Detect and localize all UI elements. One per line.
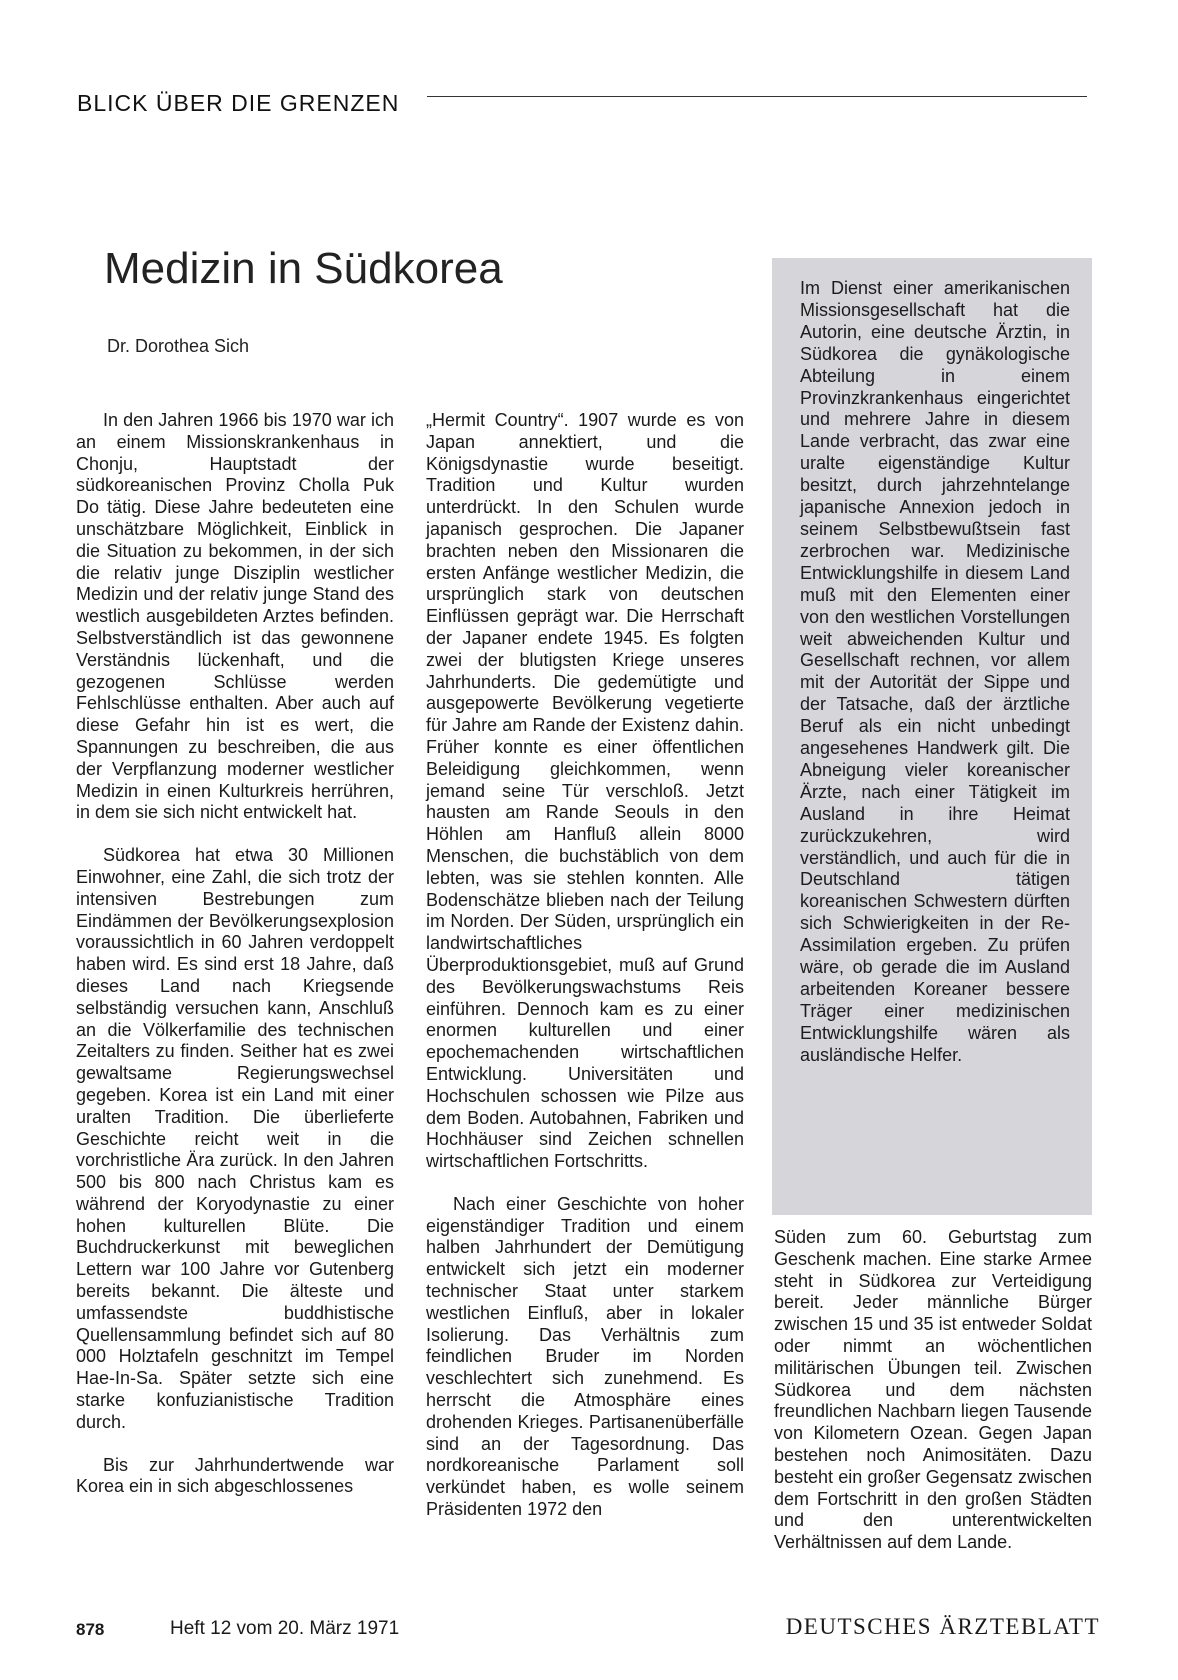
- paragraph: Nach einer Geschichte von hoher eigenständiger Tradition und einem halben Jahrhundert der Demütigung entwickelt sich jetzt ein moderner technischer Staat unter starkem westlichen Einfluß, aber in lokaler Isolierung. Das Verhältnis zum feindlichen Bruder im Norden veschlechtert sich zunehmend. Es herrscht die Atmosphäre eines drohenden Krieges. Partisanenüberfälle sind an der Tagesordnung. Das nordkoreanische Parlament soll verkündet haben, es wolle seinem Präsidenten 1972 den: [426, 1193, 744, 1520]
- paragraph: Bis zur Jahrhundertwende war Korea ein in sich abgeschlossenes: [76, 1454, 394, 1497]
- text-column-3: [774, 1227, 1092, 1575]
- sidebar-box: [772, 258, 1092, 1215]
- paragraph: Süden zum 60. Geburtstag zum Geschenk machen. Eine starke Armee steht in Südkorea zur Verteidigung bereit. Jeder männliche Bürger zwischen 15 und 35 ist entweder Soldat oder nimmt an wöchentlichen militärischen Übungen teil. Zwischen Südkorea und dem nächsten freundlichen Nachbarn liegen Tausende von Kilometern Ozean. Gegen Japan bestehen noch Animositäten. Dazu besteht ein großer Gegensatz zwischen dem Fortschritt in den großen Städten und den unterentwickelten Verhältnissen auf dem Lande.: [774, 1227, 1092, 1553]
- text-column-1: [76, 410, 394, 1519]
- section-header: BLICK ÜBER DIE GRENZEN: [77, 90, 400, 116]
- text-column-2: [426, 410, 744, 1542]
- paragraph: In den Jahren 1966 bis 1970 war ich an einem Missionskrankenhaus in Chonju, Hauptstadt der südkoreanischen Provinz Cholla Puk Do tätig. Diese Jahre bedeuteten eine unschätzbare Möglichkeit, Einblick in die Situation zu bekommen, in der sich die relativ junge Disziplin westlicher Medizin und der relativ junge Stand des westlich ausgebildeten Arztes befinden. Selbstverständlich ist das gewonnene Verständnis lückenhaft, und die gezogenen Schlüsse werden Fehlschlüsse enthalten. Aber auch auf diese Gefahr hin ist es wert, die Spannungen zu beschreiben, die aus der Verpflanzung moderner westlicher Medizin in einen Kulturkreis herrühren, in dem sie sich nicht entwickelt hat.: [76, 410, 394, 823]
- article-author: Dr. Dorothea Sich: [107, 336, 250, 356]
- paragraph: Südkorea hat etwa 30 Millionen Einwohner, eine Zahl, die sich trotz der intensiven Bestrebungen zum Eindämmen der Bevölkerungsexplosion voraussichtlich in 60 Jahren verdoppelt haben wird. Es sind erst 18 Jahre, daß dieses Land nach Kriegsende selbständig versuchen kann, Anschluß an die Völkerfamilie des technischen Zeitalters zu finden. Seither hat es zwei gewaltsame Regierungswechsel gegeben. Korea ist ein Land mit einer uralten Tradition. Die überlieferte Geschichte reicht weit in die vorchristliche Ära zurück. In den Jahren 500 bis 800 nach Christus kam es während der Koryodynastie zu einer hohen kulturellen Blüte. Die Buchdruckerkunst mit beweglichen Lettern war 100 Jahre vor Gutenberg bereits bekannt. Die älteste und umfassendste buddhistische Quellensammlung befindet sich auf 80 000 Holztafeln geschnitzt im Tempel Hae-In-Sa. Später setzte sich eine starke konfuzianistische Tradition durch.: [76, 845, 394, 1432]
- article-title: Medizin in Südkorea: [104, 244, 503, 293]
- header-rule: [427, 96, 1087, 97]
- journal-name: DEUTSCHES ÄRZTEBLATT: [785, 1614, 1100, 1639]
- sidebar-text: Im Dienst einer amerikanischen Missionsgesellschaft hat die Autorin, eine deutsche Ärztin, in Südkorea die gynäkologische Abteilung in einem Provinzkrankenhaus eingerichtet und mehrere Jahre in diesem Lande verbracht, das zwar eine uralte eigenständige Kultur besitzt, durch jahrzehntelange japanische Annexion jedoch in seinem Selbstbewußtsein fast zerbrochen war. Medizinische Entwicklungshilfe in diesem Land muß mit den Elementen einer von den westlichen Vorstellungen weit abweichenden Kultur und Gesellschaft rechnen, vor allem mit der Autorität der Sippe und der Tatsache, daß der ärztliche Beruf als ein nicht unbedingt angesehenes Handwerk gilt. Die Abneigung vieler koreanischer Ärzte, nach einer Tätigkeit im Ausland in ihre Heimat zurückzukehren, wird verständlich, und auch für die in Deutschland tätigen koreanischen Schwestern dürften sich Schwierigkeiten in der Re-Assimilation ergeben. Zu prüfen wäre, ob gerade die im Ausland arbeitenden Koreaner bessere Träger einer medizinischen Entwicklungshilfe wären als ausländische Helfer.: [800, 278, 1070, 1065]
- page-number: 878: [76, 1620, 105, 1639]
- paragraph: „Hermit Country“. 1907 wurde es von Japan annektiert, und die Königsdynastie wurde beseitigt. Tradition und Kultur wurden unterdrückt. In den Schulen wurde japanisch gesprochen. Die Japaner brachten neben den Missionaren die ersten Anfänge westlicher Medizin, die ursprünglich stark von deutschen Einflüssen geprägt war. Die Herrschaft der Japaner endete 1945. Es folgten zwei der blutigsten Kriege unseres Jahrhunderts. Die gedemütigte und ausgepowerte Bevölkerung vegetierte für Jahre am Rande der Existenz dahin. Früher konnte es einer öffentlichen Beleidigung gleichkommen, wenn jemand seine Tür verschloß. Jetzt hausten am Rande Seouls in den Höhlen am Hanfluß allein 8000 Menschen, die buchstäblich von dem lebten, was sie stehlen konnten. Alle Bodenschätze blieben nach der Teilung im Norden. Der Süden, ursprünglich ein landwirtschaftliches Überproduktionsgebiet, muß auf Grund des Bevölkerungswachstums Reis einführen. Dennoch kam es zu einer enormen kulturellen und einer epochemachenden wirtschaftlichen Entwicklung. Universitäten und Hochschulen schossen wie Pilze aus dem Boden. Autobahnen, Fabriken und Hochhäuser sind Zeichen schnellen wirtschaftlichen Fortschritts.: [426, 410, 744, 1172]
- issue-info: Heft 12 vom 20. März 1971: [170, 1618, 400, 1639]
